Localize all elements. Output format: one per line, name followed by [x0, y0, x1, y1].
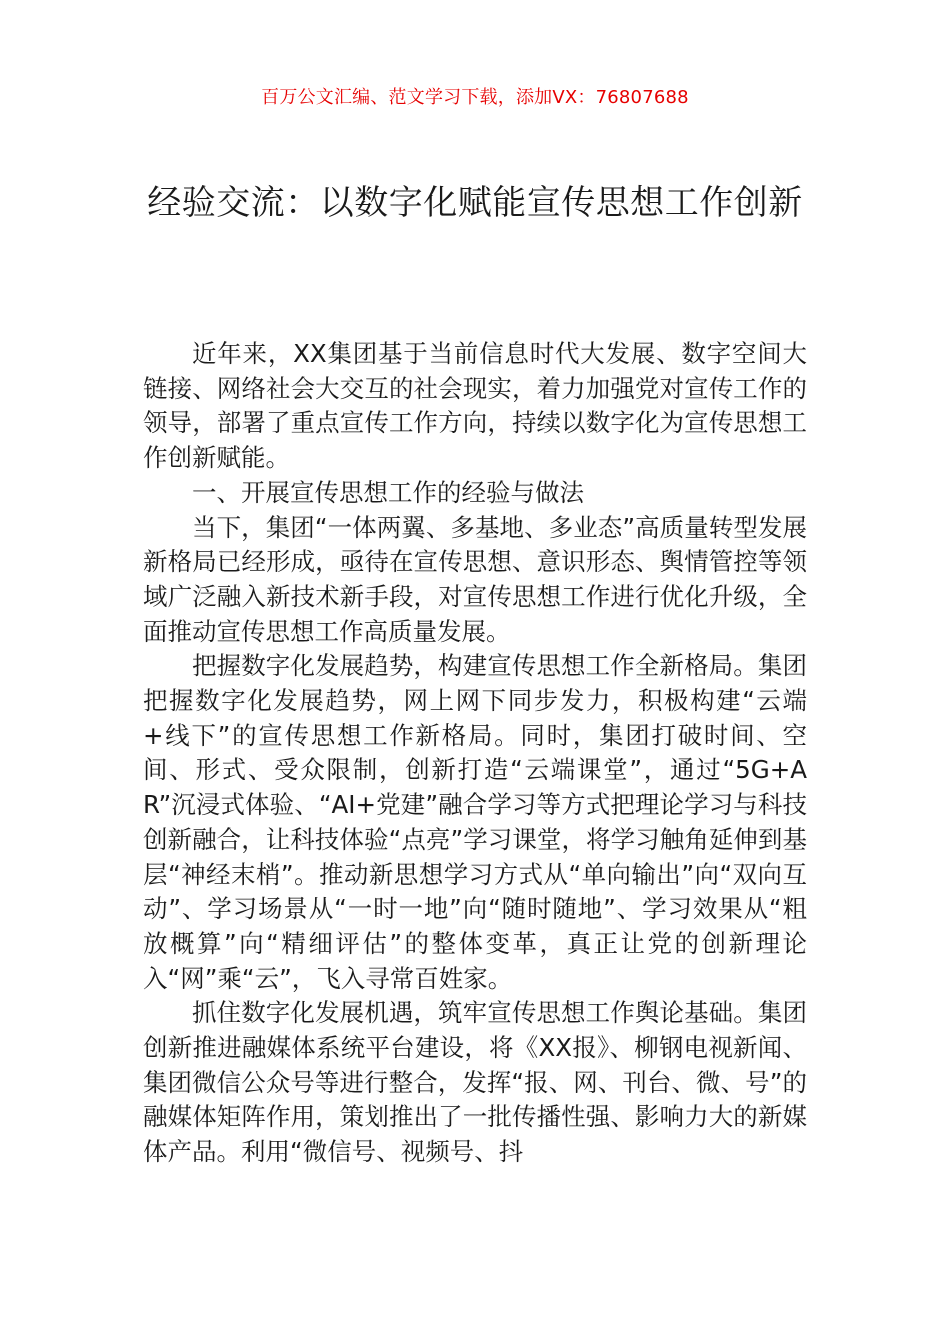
paragraph-digital-trend: 把握数字化发展趋势，构建宣传思想工作全新格局。集团把握数字化发展趋势，网上网下同步发力，积极构建“云端+线下”的宣传思想工作新格局。同时，集团打破时间、空间、形式、受众限制，创新打造“云端课堂”，通过“5G+AR”沉浸式体验、“AI+党建”融合学习等方式把理论学习与科技创新融合，让科技体验“点亮”学习课堂，将学习触角延伸到基层“神经末梢”。推动新思想学习方式从“单向输出”向“双向互动”、学习场景从“一时一地”向“随时随地”、学习效果从“粗放概算”向“精细评估”的整体变革，真正让党的创新理论入“网”乘“云”，飞入寻常百姓家。 [143, 651, 807, 993]
header-watermark-note: 百万公文汇编、范文学习下载，添加VX：76807688 [261, 87, 689, 108]
paragraph-intro: 近年来，XX集团基于当前信息时代大发展、数字空间大链接、网络社会大交互的社会现实，着力加强党对宣传工作的领导，部署了重点宣传工作方向，持续以数字化为宣传思想工作创新赋能。 [143, 339, 807, 473]
document-body [143, 337, 807, 1170]
paragraph-background: 当下，集团“一体两翼、多基地、多业态”高质量转型发展新格局已经形成，亟待在宣传思想、意识形态、舆情管控等领域广泛融入新技术新手段，对宣传思想工作进行优化升级，全面推动宣传思想工作高质量发展。 [143, 512, 807, 646]
document-title: 经验交流：以数字化赋能宣传思想工作创新 [147, 183, 803, 223]
paragraph-digital-opportunity: 抓住数字化发展机遇，筑牢宣传思想工作舆论基础。集团创新推进融媒体系统平台建设，将《XX报》、柳钢电视新闻、集团微信公众号等进行整合，发挥“报、网、刊台、微、号”的融媒体矩阵作用，策划推出了一批传播性强、影响力大的新媒体产品。利用“微信号、视频号、抖 [143, 998, 807, 1167]
section-heading: 一、开展宣传思想工作的经验与做法 [192, 477, 584, 507]
